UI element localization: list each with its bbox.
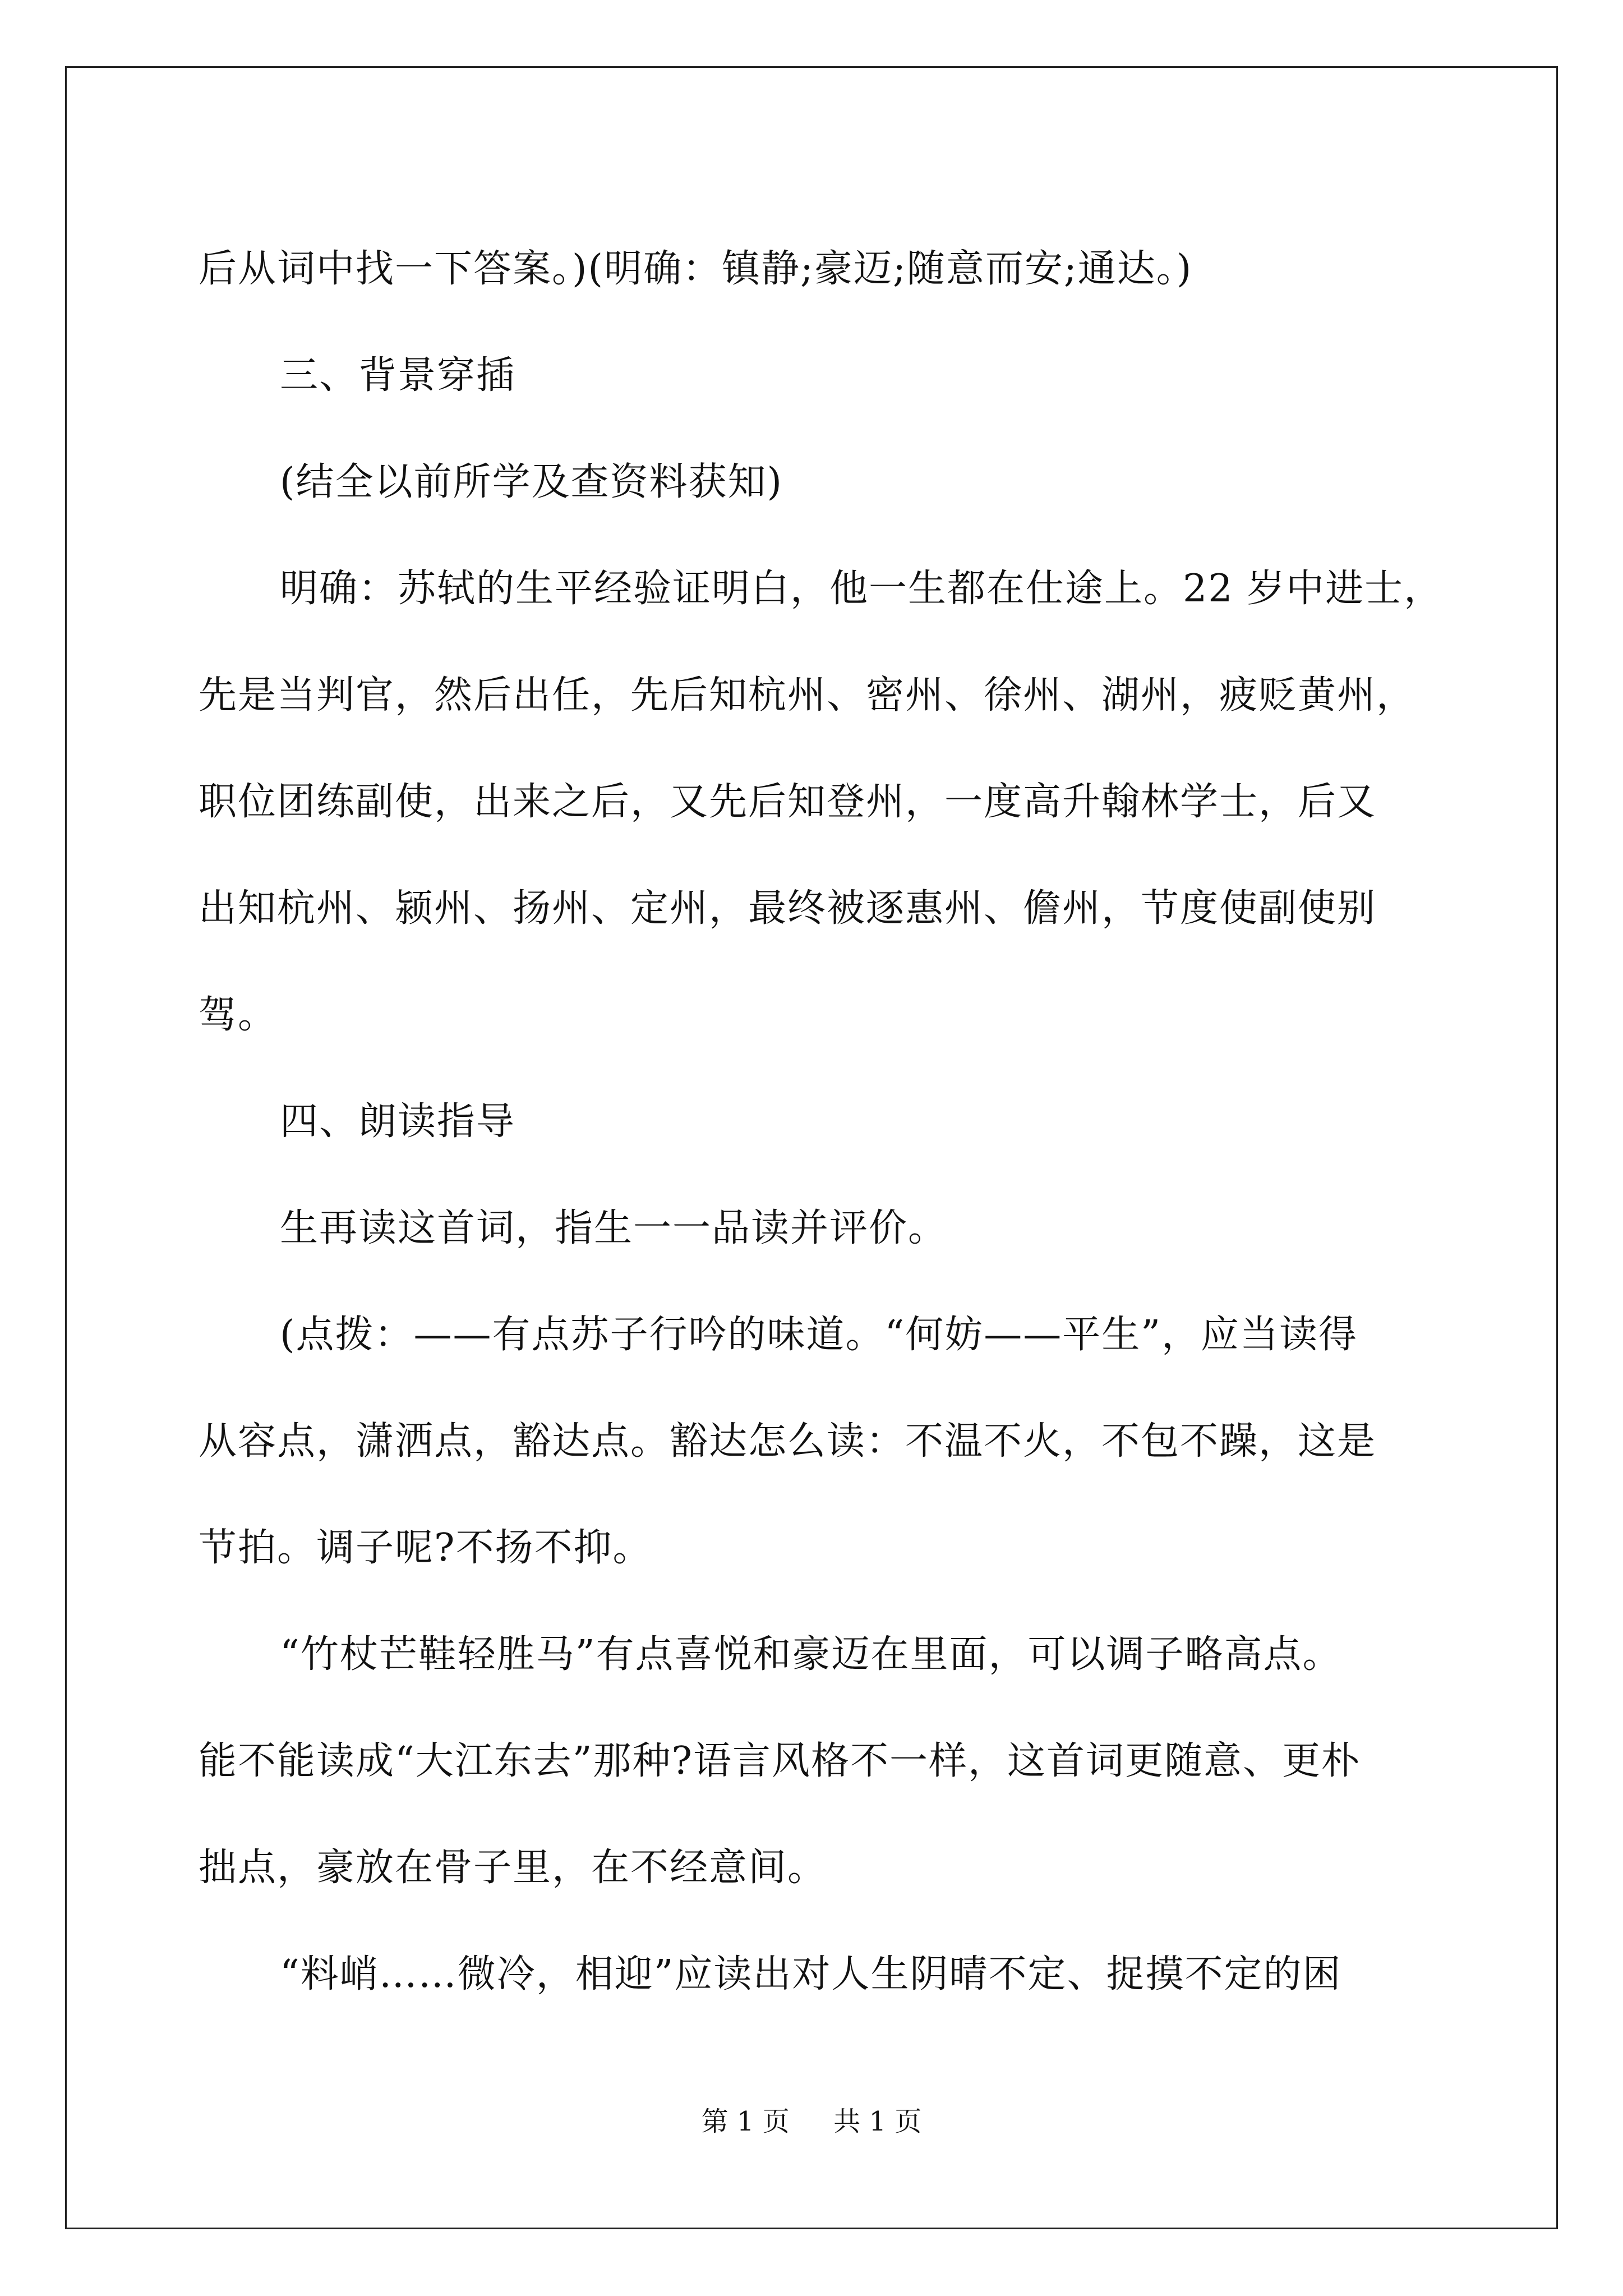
text-line: 先是当判官，然后出任，先后知杭州、密州、徐州、湖州，疲贬黄州，	[199, 673, 1416, 717]
text-line: “料峭……微冷，相迎”应读出对人生阴晴不定、捉摸不定的困	[280, 1952, 1342, 1996]
text-line: 明确：苏轼的生平经验证明白，他一生都在仕途上。22 岁中进士，	[280, 567, 1444, 611]
text-line: (点拨：——有点苏子行吟的味道。“何妨——平生”，应当读得	[280, 1313, 1358, 1357]
text-line: (结全以前所学及查资料获知)	[280, 460, 783, 504]
page-total: 共 1 页	[833, 2106, 922, 2137]
text-line: “竹杖芒鞋轻胜马”有点喜悦和豪迈在里面，可以调子略高点。	[280, 1632, 1342, 1677]
text-line: 生再读这首词，指生一一品读并评价。	[280, 1206, 948, 1250]
page-number: 第 1 页	[701, 2106, 790, 2137]
document-body	[199, 216, 1444, 2028]
text-line: 节拍。调子呢?不扬不抑。	[199, 1526, 652, 1570]
section-heading-reading: 四、朗读指导	[280, 1099, 516, 1144]
text-line: 职位团练副使，出来之后，又先后知登州，一度高升翰林学士，后又	[199, 780, 1377, 824]
text-line: 出知杭州、颍州、扬州、定州，最终被逐惠州、儋州，节度使副使别	[199, 886, 1377, 931]
text-line: 拙点，豪放在骨子里，在不经意间。	[199, 1846, 827, 1890]
text-line: 能不能读成“大江东去”那种?语言风格不一样，这首词更随意、更朴	[199, 1739, 1361, 1783]
text-line: 后从词中找一下答案。)(明确：镇静;豪迈;随意而安;通达。)	[199, 247, 1193, 291]
text-line: 从容点，潇洒点，豁达点。豁达怎么读：不温不火，不包不躁，这是	[199, 1419, 1377, 1464]
section-heading-background: 三、背景穿插	[280, 353, 516, 398]
text-line: 驾。	[199, 993, 278, 1037]
page-footer	[0, 2105, 1623, 2138]
